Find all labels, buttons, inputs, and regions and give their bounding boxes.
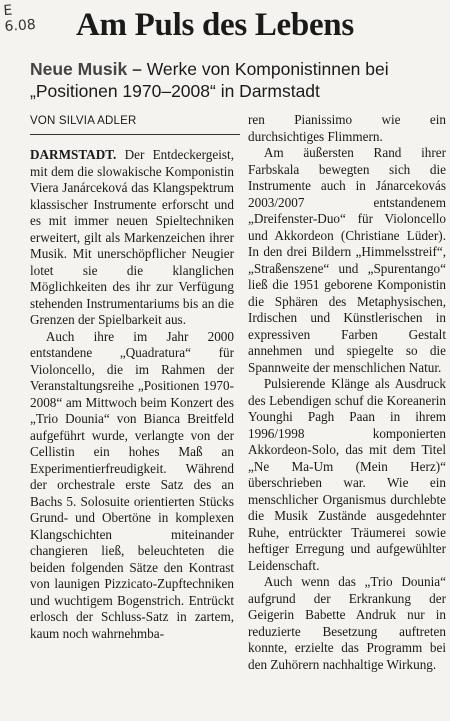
handwritten-note xyxy=(3,1,36,35)
byline-rule xyxy=(30,134,240,135)
article-paragraph: Pulsierende Klänge als Ausdruck des Lebendigen schuf die Koreanerin Younghi Pagh Paan in ihrem 1996/1998 komponierten Akkordeon-Solo, das mit dem Titel „Ne Ma-Um (Mein Herz)“ überschrieben war. Wie ein menschlicher Organismus durchlebte die Musik Zustände ausgedehnter Ruhe, entrückter Träumerei sowie heftiger Erregung und aufgewühlter Leidenschaft. xyxy=(248,376,446,573)
article-paragraph: Am äußersten Rand ihrer Farbskala bewegten sich die Instrumente auch in Jánarcekovás 2003/2007 entstandenem „Dreifenster-Duo“ für Violoncello und Akkordeon (Christiane Lüder). In den drei Bildern „Himmelsstreif“, „Straßenszene“ und „Spurentango“ ließ die 1951 geborene Komponistin die Sphären des Metaphysischen, Irdischen und Künstlerischen in expressiven Farben Gestalt annehmen und spiegelte so die Spannweite der menschlichen Natur. xyxy=(248,145,446,375)
subheadline xyxy=(30,58,445,102)
dateline: DARMSTADT. xyxy=(30,147,117,162)
article-column-left xyxy=(30,147,234,642)
article-paragraph: ren Pianissimo wie ein durchsichtiges Flimmern. xyxy=(248,112,446,144)
article-column-right xyxy=(248,112,446,673)
subheadline-kicker: Neue Musik – xyxy=(30,59,142,79)
handwritten-note-line-1: E xyxy=(2,2,13,20)
subheadline-text: Werke von Komponistinnen bei „Positionen 1970–2008“ in Darmstadt xyxy=(30,59,389,101)
paragraph-text: Der Entdeckergeist, mit dem die slowakische Komponistin Viera Janárceková das Klangspektrum klassischer Instrumente erforscht und es mit immer neuen Spieltechniken erweitert, gilt als Markenzeichen ihrer Musik. Mit unerschöpflicher Neugier lotet sie die klanglichen Möglichkeiten des ihr zur Verfügung stehenden Instrumentariums bis an die Grenzen der Spielbarkeit aus. xyxy=(30,147,234,327)
article-paragraph: Auch ihre im Jahr 2000 entstandene „Quadratura“ für Violoncello, die im Rahmen der Veranstaltungsreihe „Positionen 1970-2008“ am Mittwoch beim Konzert des „Trio Dounia“ von Bianca Breitfeld aufgeführt wurde, verlangte von der Cellistin ein hohes Maß an Experimentierfreudigkeit. Während der orchestrale erste Satz des an Bachs 5. Solosuite orientierten Stücks Grund- und Obertöne in komplexen Klangschichten miteinander changieren ließ, beleuchteten die beiden folgenden Sätze den Kontrast von launigen Pizzicato-Zupftechniken und wuchtigem Bogenstrich. Entrückt erlosch der Schluss-Satz in zartem, kaum noch wahrnehmba- xyxy=(30,328,234,641)
article-paragraph: Auch wenn das „Trio Dounia“ aufgrund der Erkrankung der Geigerin Babette Andruk nur in reduzierte Besetzung auftreten konnte, erzielte das Programm bei den Zuhörern nachhaltige Wirkung. xyxy=(248,574,446,672)
byline: VON SILVIA ADLER xyxy=(30,115,137,127)
article-paragraph xyxy=(30,147,234,329)
handwritten-note-line-2: 6.08 xyxy=(4,16,37,36)
headline: Am Puls des Lebens xyxy=(76,7,354,43)
